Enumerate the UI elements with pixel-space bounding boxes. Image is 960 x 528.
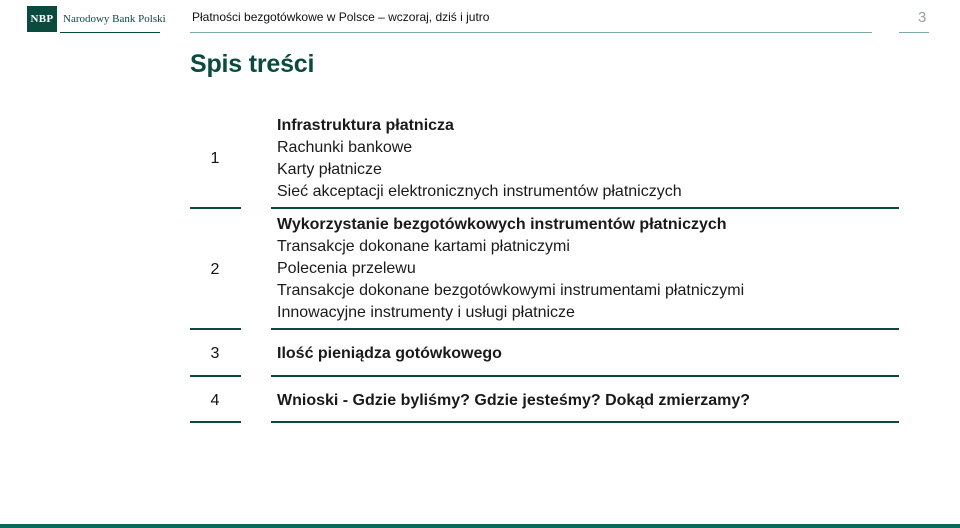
section-4-heading: Wnioski - Gdzie byliśmy? Gdzie jesteśmy? Dokąd zmierzamy? bbox=[277, 392, 751, 409]
section-3-heading: Ilość pieniądza gotówkowego bbox=[277, 345, 502, 362]
section-2-heading: Wykorzystanie bezgotówkowych instrumentów płatniczych bbox=[277, 216, 727, 233]
section-1-item: Sieć akceptacji elektronicznych instrumentów płatniczych bbox=[277, 183, 682, 200]
section-1 bbox=[277, 115, 682, 203]
section-1-item: Karty płatnicze bbox=[277, 161, 382, 178]
section-2-divider bbox=[271, 328, 899, 330]
logo-underline bbox=[60, 32, 160, 33]
section-3-number: 3 bbox=[210, 345, 220, 362]
section-4-number-divider bbox=[190, 421, 241, 423]
section-4 bbox=[277, 390, 750, 412]
section-2-item: Innowacyjne instrumenty i usługi płatnicze bbox=[277, 304, 575, 321]
section-2-item: Transakcje dokonane bezgotówkowymi instrumentami płatniczymi bbox=[277, 282, 745, 299]
section-1-heading: Infrastruktura płatnicza bbox=[277, 117, 454, 134]
nbp-logo bbox=[27, 6, 166, 32]
footer-bar bbox=[0, 524, 960, 528]
nbp-logo-mark: NBP bbox=[27, 6, 57, 32]
section-4-number: 4 bbox=[210, 392, 220, 409]
slide-title: Spis treści bbox=[190, 50, 315, 78]
section-2-item: Transakcje dokonane kartami płatniczymi bbox=[277, 238, 570, 255]
section-1-item: Rachunki bankowe bbox=[277, 139, 413, 156]
section-4-divider bbox=[271, 421, 899, 423]
section-2 bbox=[277, 214, 744, 324]
section-1-number-divider bbox=[190, 207, 241, 209]
page-number-divider bbox=[899, 32, 929, 33]
page-number: 3 bbox=[918, 9, 927, 26]
section-3-divider bbox=[271, 375, 899, 377]
section-2-number: 2 bbox=[210, 261, 220, 278]
section-1-number: 1 bbox=[210, 150, 220, 167]
section-2-item: Polecenia przelewu bbox=[277, 260, 416, 277]
section-3-number-divider bbox=[190, 375, 241, 377]
section-1-divider bbox=[271, 207, 899, 209]
section-2-number-divider bbox=[190, 328, 241, 330]
header-divider bbox=[190, 32, 872, 33]
section-3 bbox=[277, 343, 502, 365]
nbp-logo-name: Narodowy Bank Polski bbox=[63, 13, 166, 25]
header-title: Płatności bezgotówkowe w Polsce – wczoraj, dziś i jutro bbox=[192, 10, 490, 24]
